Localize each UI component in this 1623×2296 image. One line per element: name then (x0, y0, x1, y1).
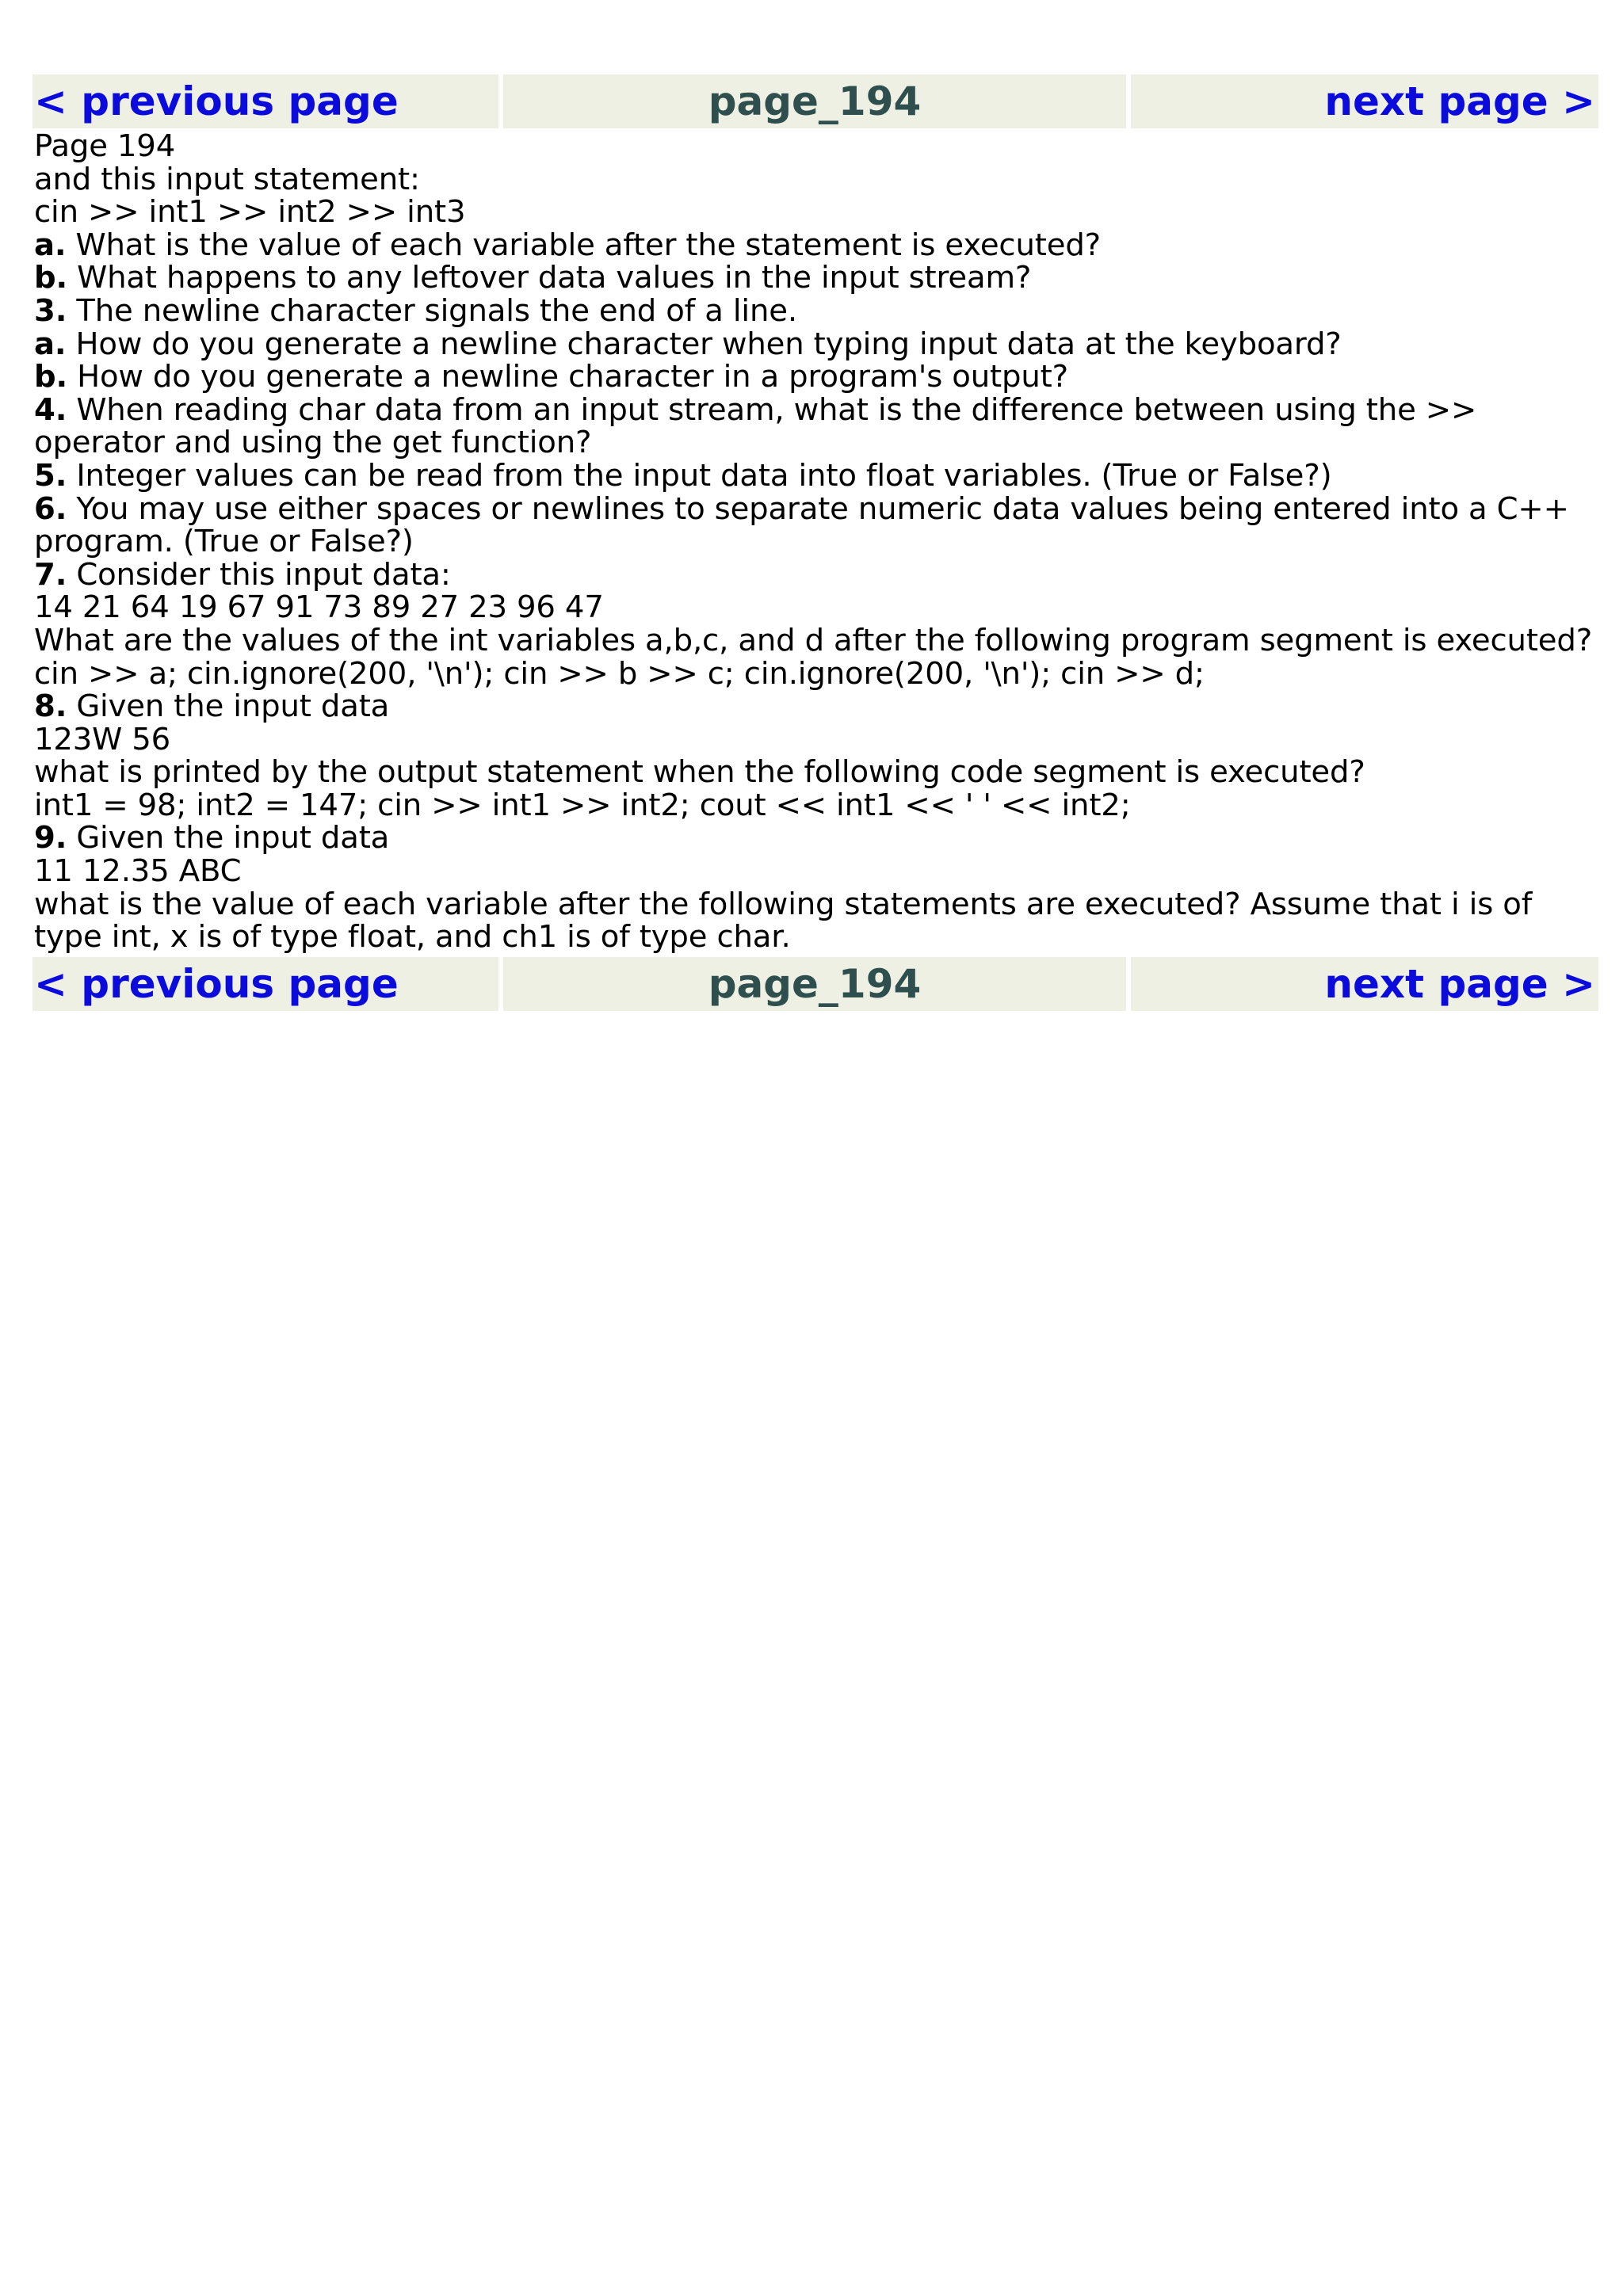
top-prev-cell (32, 74, 498, 128)
question-label: 3. (34, 292, 67, 329)
text-line (34, 624, 1597, 658)
top-page-title-cell (503, 74, 1126, 128)
line-text: cin >> int1 >> int2 >> int3 (34, 194, 466, 231)
line-text: 14 21 64 19 67 91 73 89 27 23 96 47 (34, 589, 604, 626)
question-line (34, 292, 1597, 329)
bottom-prev-cell (32, 957, 498, 1011)
question-label: b. (34, 260, 67, 296)
question-line (34, 261, 1597, 295)
data-line (34, 855, 1597, 888)
question-line (34, 490, 1597, 560)
bottom-next-cell (1131, 957, 1598, 1011)
code-line (34, 655, 1597, 692)
line-text: Consider this input data: (67, 556, 451, 593)
bottom-page-title: page_194 (708, 960, 922, 1007)
question-line (34, 391, 1597, 461)
top-next-page-link[interactable]: next page > (1324, 78, 1595, 124)
page-content (32, 130, 1598, 954)
top-next-cell (1131, 74, 1598, 128)
line-text: Integer values can be read from the input data into float variables. (True or False?) (67, 457, 1332, 494)
code-line (34, 789, 1597, 822)
line-text: 123W 56 (34, 721, 171, 757)
top-page-title: page_194 (708, 78, 922, 124)
bottom-page-title-cell (503, 957, 1126, 1011)
line-text: You may use either spaces or newlines to separate numeric data values being entered into a C++ program. (True or False?) (34, 490, 1569, 560)
code-line (34, 196, 1597, 229)
line-text: Given the input data (67, 820, 390, 856)
line-text: How do you generate a newline character in a program's output? (67, 359, 1068, 395)
question-label: b. (34, 359, 67, 395)
line-text: How do you generate a newline character when typing input data at the keyboard? (66, 326, 1342, 362)
line-text: When reading char data from an input stream, what is the difference between using the >> operator and using the get function? (34, 391, 1477, 461)
text-line (34, 756, 1597, 789)
question-label: a. (34, 227, 67, 263)
line-text: What happens to any leftover data values in the input stream? (67, 260, 1032, 296)
text-line (34, 163, 1597, 196)
page-container (32, 74, 1598, 1011)
text-line (34, 888, 1597, 954)
question-line (34, 328, 1597, 361)
line-text: The newline character signals the end of a line. (67, 292, 797, 329)
top-navbar (32, 74, 1598, 128)
question-label: 6. (34, 490, 67, 527)
question-label: 8. (34, 688, 67, 725)
question-line (34, 360, 1597, 394)
line-text: What are the values of the int variables a,b,c, and d after the following program segment is executed? (34, 622, 1593, 658)
line-text: and this input statement: (34, 161, 420, 197)
bottom-previous-page-link[interactable]: < previous page (34, 960, 399, 1007)
line-text: cin >> a; cin.ignore(200, '\n'); cin >> b >> c; cin.ignore(200, '\n'); cin >> d; (34, 655, 1205, 692)
question-label: 5. (34, 457, 67, 494)
line-text: int1 = 98; int2 = 147; cin >> int1 >> int2; cout << int1 << ' ' << int2; (34, 787, 1131, 823)
line-text: What is the value of each variable after the statement is executed? (66, 227, 1101, 263)
line-text: what is printed by the output statement when the following code segment is executed? (34, 754, 1365, 791)
data-line (34, 723, 1597, 757)
bottom-navbar (32, 957, 1598, 1011)
question-line (34, 556, 1597, 593)
line-text: 11 12.35 ABC (34, 853, 242, 890)
question-line (34, 822, 1597, 855)
data-line (34, 591, 1597, 624)
question-line (34, 229, 1597, 262)
question-line (34, 690, 1597, 723)
question-label: 4. (34, 391, 67, 428)
question-line (34, 457, 1597, 494)
bottom-next-page-link[interactable]: next page > (1324, 960, 1595, 1007)
line-text: what is the value of each variable after the following statements are executed? Assume that i is of type int, x is of type float, and ch1 is of type char. (34, 886, 1533, 955)
question-label: 9. (34, 820, 67, 856)
page-header: Page 194 (34, 128, 176, 164)
question-label: 7. (34, 556, 67, 593)
top-previous-page-link[interactable]: < previous page (34, 78, 399, 124)
question-label: a. (34, 326, 67, 362)
line-text: Given the input data (67, 688, 390, 725)
